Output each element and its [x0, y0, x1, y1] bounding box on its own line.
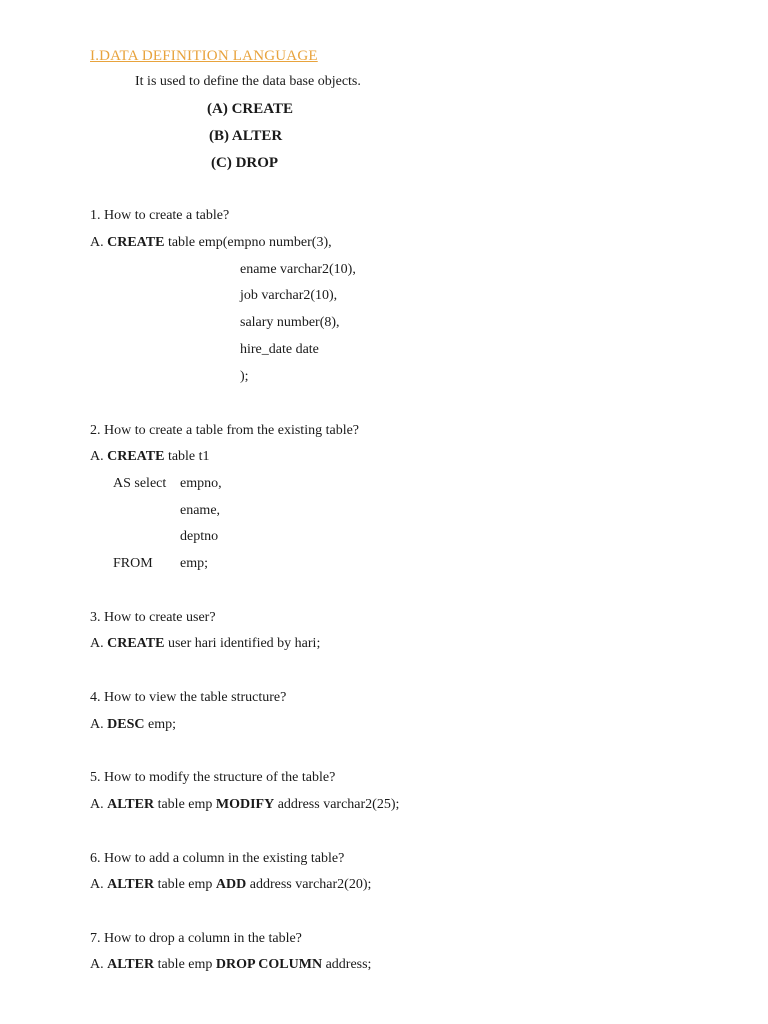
column-name: empno, [180, 476, 222, 491]
sql-keyword: ALTER [107, 957, 155, 972]
sql-keyword: CREATE [107, 235, 165, 250]
question-7: 7. How to drop a column in the table? [90, 931, 302, 946]
sql-text: address varchar2(20); [246, 877, 372, 892]
answer-7 [90, 956, 371, 974]
sql-keyword: CREATE [107, 636, 165, 651]
answer-prefix: A. [90, 235, 104, 250]
answer-1-cont: ename varchar2(10), [240, 262, 356, 277]
answer-prefix: A. [90, 877, 104, 892]
from-keyword: FROM [113, 556, 153, 571]
sql-text: table emp [154, 877, 216, 892]
answer-1 [90, 234, 332, 252]
question-5: 5. How to modify the structure of the table? [90, 770, 336, 785]
column-name: ename, [180, 503, 221, 518]
sql-text: table emp(empno number(3), [164, 235, 332, 250]
answer-prefix: A. [90, 797, 104, 812]
question-4: 4. How to view the table structure? [90, 690, 287, 705]
answer-1-cont: job varchar2(10), [240, 288, 338, 303]
section-heading: I.DATA DEFINITION LANGUAGE [90, 48, 318, 64]
option-alter: (B) ALTER [209, 128, 283, 144]
sql-keyword: ADD [215, 877, 247, 892]
option-drop: (C) DROP [211, 155, 279, 171]
sql-text: table emp [154, 797, 216, 812]
intro-text: It is used to define the data base objects. [135, 74, 361, 89]
sql-text: table emp [154, 957, 216, 972]
question-6: 6. How to add a column in the existing table? [90, 851, 345, 866]
sql-text: address varchar2(25); [274, 797, 400, 812]
column-name: deptno [180, 529, 219, 544]
sql-keyword: DROP COLUMN [215, 957, 323, 972]
answer-3 [90, 635, 320, 653]
sql-text: user hari identified by hari; [164, 636, 321, 651]
sql-keyword: ALTER [107, 877, 155, 892]
sql-keyword: CREATE [107, 449, 165, 464]
option-create: (A) CREATE [207, 101, 293, 117]
question-1: 1. How to create a table? [90, 208, 230, 223]
answer-prefix: A. [90, 957, 104, 972]
answer-6 [90, 876, 371, 894]
question-2: 2. How to create a table from the existing table? [90, 423, 360, 438]
sql-keyword: ALTER [107, 797, 155, 812]
answer-1-cont: hire_date date [240, 342, 319, 357]
from-value: emp; [180, 556, 208, 571]
answer-1-cont: salary number(8), [240, 315, 340, 330]
answer-5 [90, 796, 399, 814]
answer-prefix: A. [90, 449, 104, 464]
sql-text: table t1 [164, 449, 210, 464]
answer-4 [90, 716, 176, 734]
sql-keyword: MODIFY [215, 797, 275, 812]
answer-1-cont: ); [240, 369, 249, 384]
sql-text: emp; [144, 717, 176, 732]
answer-prefix: A. [90, 717, 104, 732]
answer-prefix: A. [90, 636, 104, 651]
sql-keyword: DESC [107, 717, 145, 732]
question-3: 3. How to create user? [90, 610, 216, 625]
answer-2 [90, 448, 210, 466]
sql-text: address; [322, 957, 372, 972]
as-select-text: AS select [113, 476, 167, 491]
